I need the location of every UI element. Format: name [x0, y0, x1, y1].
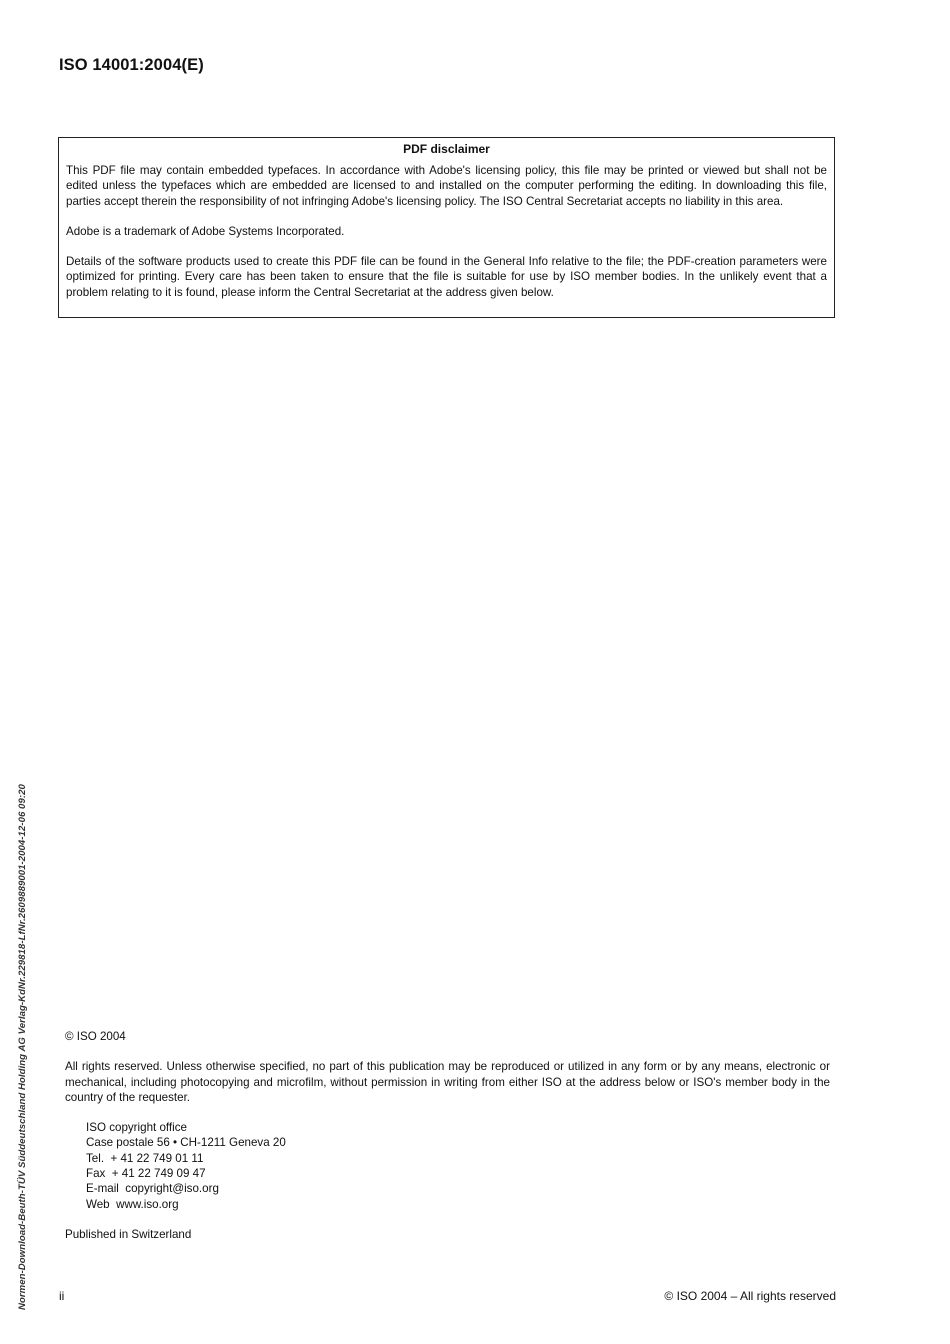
disclaimer-paragraph-details: Details of the software products used to create this PDF file can be found in the General Info relative to the file; the PDF-creation parameters were optimized for printing. Every care has been taken to ensure that the file is suitable for use by ISO member bodies. In the unlikely event that a problem relating to it is found, please inform the Central Secretariat at the address given below. [66, 255, 827, 299]
page-number: ii [59, 1289, 65, 1303]
pdf-disclaimer-box [58, 137, 835, 318]
address-postal: Case postale 56 • CH-1211 Geneva 20 [86, 1136, 286, 1150]
document-title: ISO 14001:2004(E) [59, 56, 204, 74]
rights-reserved-paragraph: All rights reserved. Unless otherwise specified, no part of this publication may be reproduced or utilized in any form or by any means, electronic or mechanical, including photocopying and microfilm, without permission in writing from either ISO at the address below or ISO's member body in the country of the requester. [65, 1060, 830, 1104]
disclaimer-paragraph-trademark: Adobe is a trademark of Adobe Systems Incorporated. [66, 224, 345, 238]
disclaimer-paragraph-typefaces: This PDF file may contain embedded typefaces. In accordance with Adobe's licensing policy, this file may be printed or viewed but shall not be edited unless the typefaces which are embedded are licensed to and installed on the computer performing the editing. In downloading this file, parties accept therein the responsibility of not infringing Adobe's licensing policy. The ISO Central Secretariat accepts no liability in this area. [66, 164, 827, 208]
address-fax: Fax + 41 22 749 09 47 [86, 1167, 206, 1181]
footer-copyright: © ISO 2004 – All rights reserved [664, 1289, 836, 1303]
address-web: Web www.iso.org [86, 1197, 179, 1211]
disclaimer-heading: PDF disclaimer [403, 142, 490, 156]
address-tel: Tel. + 41 22 749 01 11 [86, 1151, 204, 1165]
download-watermark: Normen-Download-Beuth-TÜV Süddeutschland Holding AG Verlag-KdNr.229818-LfNr.2609889001-2004-12-06 09:20 [17, 784, 28, 1310]
copyright-line: © ISO 2004 [65, 1030, 126, 1043]
published-location: Published in Switzerland [65, 1227, 192, 1241]
address-email: E-mail copyright@iso.org [86, 1182, 219, 1196]
copyright-section [65, 1029, 830, 1242]
address-office: ISO copyright office [86, 1121, 187, 1135]
copyright-office-address [86, 1120, 830, 1212]
